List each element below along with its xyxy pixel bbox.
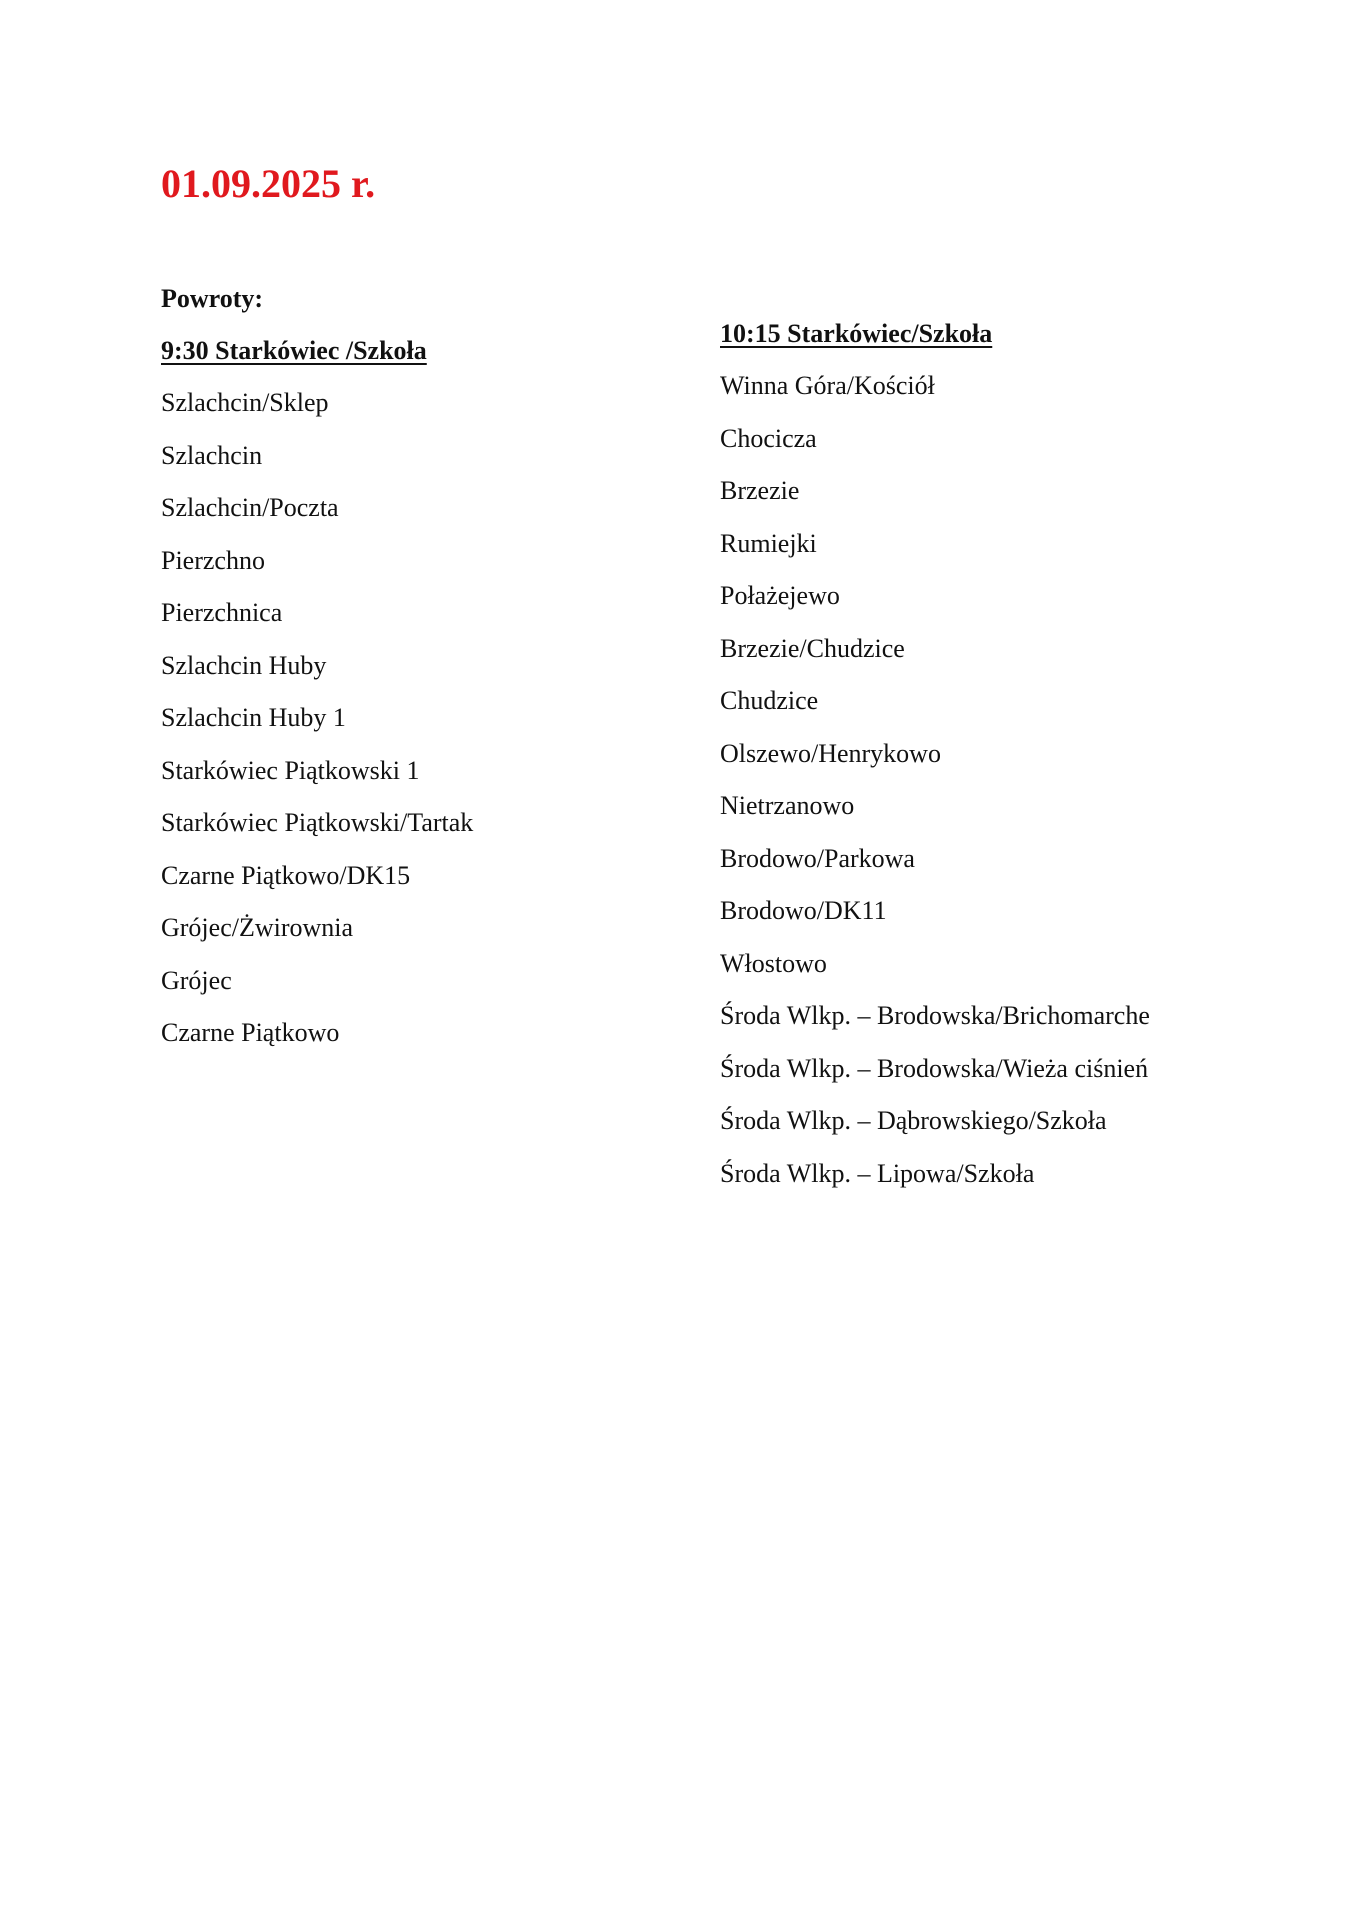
stop-list — [161, 385, 681, 1051]
route-column-right — [720, 316, 1240, 1208]
stop-item: Środa Wlkp. – Brodowska/Wieża ciśnień — [720, 1053, 1149, 1083]
stop-item: Olszewo/Henrykowo — [720, 738, 941, 768]
stop-item: Szlachcin/Poczta — [161, 493, 339, 522]
stop-item: Chocicza — [720, 423, 817, 453]
date-heading: 01.09.2025 r. — [161, 161, 376, 206]
stop-item: Środa Wlkp. – Lipowa/Szkoła — [720, 1158, 1035, 1188]
stop-item: Starkówiec Piątkowski/Tartak — [161, 808, 474, 837]
departure-heading: 10:15 Starkówiec/Szkoła — [720, 319, 993, 348]
stop-item: Pierzchnica — [161, 598, 283, 627]
stop-item: Szlachcin Huby — [161, 650, 327, 680]
stop-item: Czarne Piątkowo — [161, 1018, 340, 1047]
stop-item: Brodowo/Parkowa — [720, 843, 915, 873]
stop-item: Winna Góra/Kościół — [720, 371, 935, 400]
stop-item: Brzezie/Chudzice — [720, 633, 905, 663]
stop-item: Grójec/Żwirownia — [161, 913, 354, 942]
stop-item: Połażejewo — [720, 581, 840, 610]
stop-item: Starkówiec Piątkowski 1 — [161, 755, 420, 785]
stop-item: Brodowo/DK11 — [720, 896, 887, 925]
stop-item: Środa Wlkp. – Brodowska/Brichomarche — [720, 1001, 1150, 1030]
stop-item: Chudzice — [720, 686, 819, 715]
stop-list — [720, 368, 1240, 1192]
stop-item: Grójec — [161, 965, 232, 995]
stop-item: Nietrzanowo — [720, 791, 855, 820]
stop-item: Szlachcin Huby 1 — [161, 703, 346, 732]
stop-item: Brzezie — [720, 476, 800, 505]
route-column-left — [161, 281, 681, 1068]
stop-item: Czarne Piątkowo/DK15 — [161, 860, 411, 890]
departure-heading: 9:30 Starkówiec /Szkoła — [161, 336, 427, 365]
stop-item: Rumiejki — [720, 528, 817, 558]
stop-item: Szlachcin/Sklep — [161, 388, 329, 417]
stop-item: Pierzchno — [161, 545, 265, 575]
section-label: Powroty: — [161, 284, 264, 313]
stop-item: Środa Wlkp. – Dąbrowskiego/Szkoła — [720, 1106, 1107, 1135]
stop-item: Włostowo — [720, 948, 827, 978]
stop-item: Szlachcin — [161, 440, 263, 470]
